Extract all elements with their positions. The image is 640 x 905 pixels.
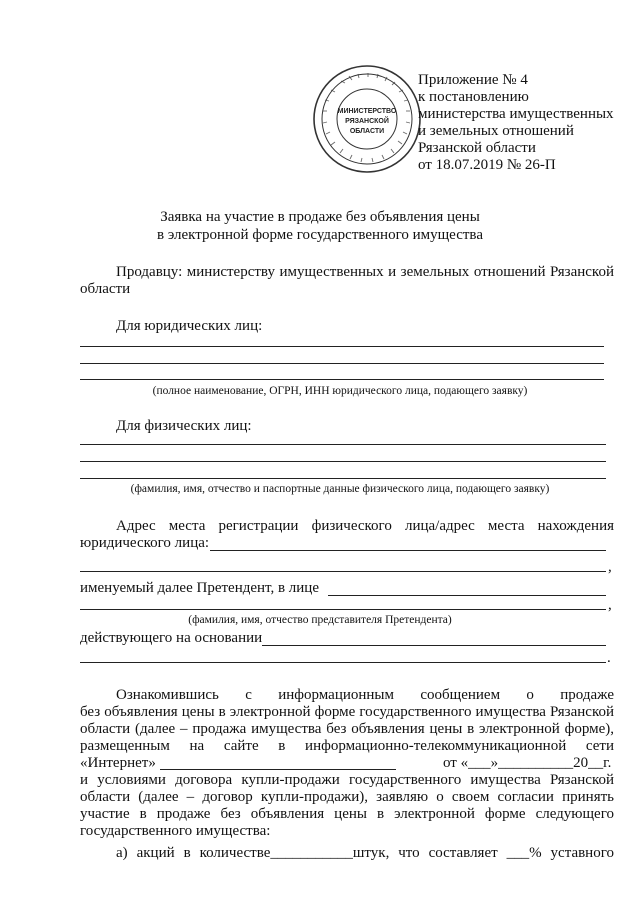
representative-fill-line-2 <box>80 609 606 610</box>
individual-caption: (фамилия, имя, отчество и паспортные данные физического лица, подающего заявку) <box>130 483 550 495</box>
seal-text-3: ОБЛАСТИ <box>349 128 385 135</box>
terms-line-6: и условиями договора купли-продажи государственного имущества Рязанской <box>80 772 614 788</box>
address-line-6: действующего на основании <box>80 630 263 646</box>
appendix-line-6: от 18.07.2019 № 26-П <box>418 157 556 173</box>
terms-line-2: без объявления цены в электронной форме государственного имущества Рязанской <box>80 704 614 720</box>
individual-fill-line-1 <box>80 444 606 445</box>
appendix-line-5: Рязанской области <box>418 140 536 156</box>
official-seal <box>311 63 423 175</box>
legal-fill-line-3 <box>80 379 604 380</box>
terms-line-8: участие в продаже без объявления цены в электронной форме следующего <box>80 806 614 822</box>
terms-line-5a: «Интернет» <box>80 755 156 771</box>
appendix-line-4: и земельных отношений <box>418 123 574 139</box>
terms-line-9: государственного имущества: <box>80 823 271 839</box>
individual-heading: Для физических лиц: <box>116 418 252 434</box>
appendix-line-3: министерства имущественных <box>418 106 614 122</box>
document-page: МИНИСТЕРСТВО РЯЗАНСКОЙ ОБЛАСТИ Приложение № 4 к постановлению министерства имущественных и земельных отношений Рязанской области от 18.07.2019 № 26-П Заявка на участие в продаже без объявления цены в электронной форме государственного имущества Продавцу: министерству имущественных и земельных отношений Рязанской области Для юридических лиц: (полное наименование, ОГРН, ИНН юридического лица, подающего заявку) Для физических лиц: (фамилия, имя, отчество и паспортные данные физического лица, подающего заявку) Адрес места регистрации физического лица/адрес места нахождения юридического лица: , именуемый далее Претендент, в лице , (фамилия, имя, отчество представителя Претендента) действующего на основании . Ознакомившись с информационным сообщением о продаже без объявления цены в электронной форме государственного имущества Рязанской области (далее – продажа имущества без объявления цены в электронной форме), размещенным на сайте в информационно-телекоммуникационной сети «Интернет» от «___»__________20__г. и условиями договора купли-продажи государственного имущества Рязанской области (далее – договор купли-продажи), заявляю о своем согласии принять участие в продаже без объявления цены в электронной форме следующего государственного имущества: а) акций в количестве___________штук, что составляет ___% уставного <box>0 0 640 905</box>
address-line-1: Адрес места регистрации физического лица/адрес места нахождения <box>116 518 614 534</box>
website-fill-line <box>160 769 396 770</box>
address-line-2: юридического лица: <box>80 535 210 551</box>
appendix-line-1: Приложение № 4 <box>418 72 528 88</box>
title-line-2: в электронной форме государственного имущества <box>157 227 483 243</box>
address-line-4: именуемый далее Претендент, в лице <box>80 580 319 596</box>
terms-line-10: а) акций в количестве___________штук, что составляет ___% уставного <box>116 845 614 861</box>
address-fill-line-2 <box>80 571 606 572</box>
individual-fill-line-3 <box>80 478 606 479</box>
address-fill-line-1 <box>210 550 606 551</box>
terms-line-5b: от «___»__________20__г. <box>443 755 612 771</box>
terms-line-7: области (далее – договор купли-продажи), заявляю о своем согласии принять <box>80 789 614 805</box>
appendix-line-2: к постановлению <box>418 89 529 105</box>
seller-line-1: Продавцу: министерству имущественных и земельных отношений Рязанской <box>116 264 614 280</box>
seal-text-2: РЯЗАНСКОЙ <box>345 118 389 125</box>
legal-fill-line-1 <box>80 346 604 347</box>
legal-caption: (полное наименование, ОГРН, ИНН юридического лица, подающего заявку) <box>152 385 528 397</box>
legal-heading: Для юридических лиц: <box>116 318 263 334</box>
seller-line-2: области <box>80 281 131 297</box>
basis-fill-line-2 <box>80 662 606 663</box>
representative-caption: (фамилия, имя, отчество представителя Претендента) <box>188 614 452 626</box>
individual-fill-line-2 <box>80 461 606 462</box>
representative-fill-line <box>328 595 606 596</box>
seal-text-1: МИНИСТЕРСТВО <box>337 108 397 115</box>
basis-fill-line <box>262 645 606 646</box>
terms-line-1: Ознакомившись с информационным сообщением о продаже <box>116 687 614 703</box>
legal-fill-line-2 <box>80 363 604 364</box>
terms-line-3: области (далее – продажа имущества без объявления цены в электронной форме), <box>80 721 614 737</box>
terms-line-4: размещенным на сайте в информационно-телекоммуникационной сети <box>80 738 614 754</box>
title-line-1: Заявка на участие в продаже без объявления цены <box>160 209 480 225</box>
